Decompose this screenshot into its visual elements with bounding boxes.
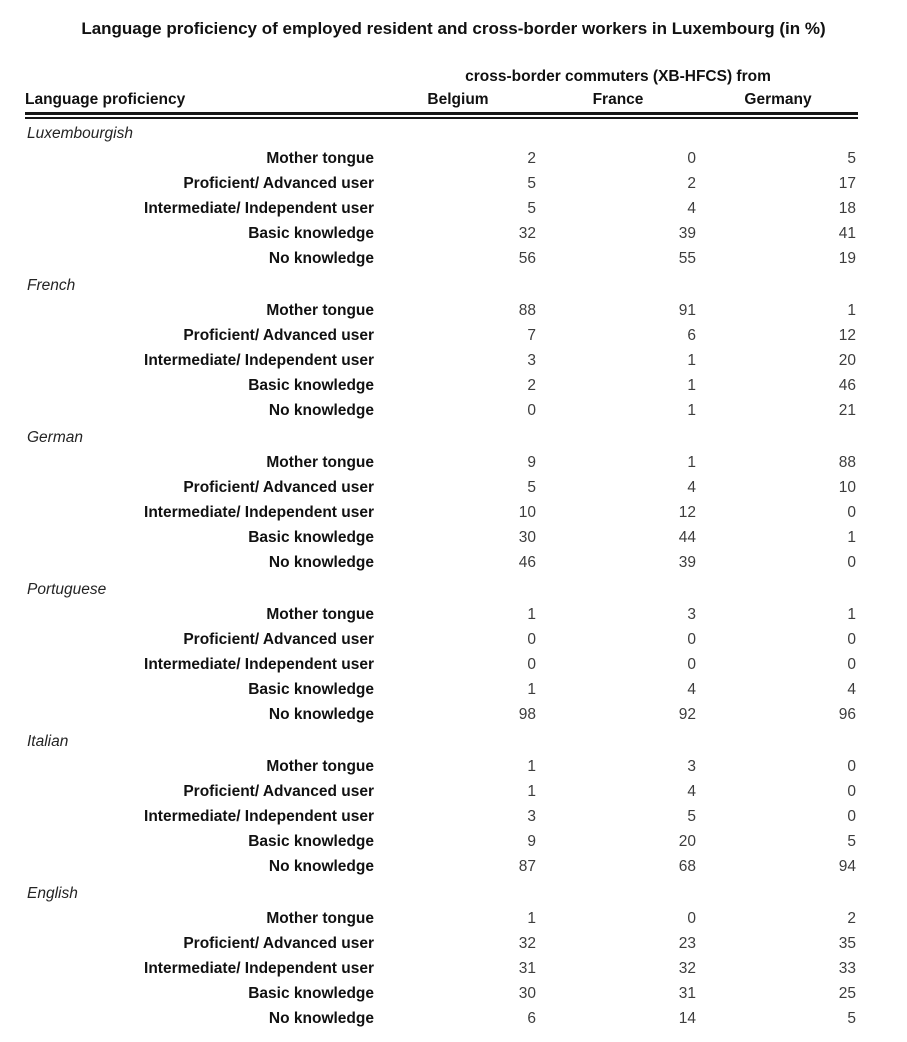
value-cell: 91 [678, 301, 696, 319]
column-header-germany: Germany [744, 91, 812, 108]
value-cell: 0 [527, 401, 536, 419]
proficiency-level-label: Basic knowledge [248, 528, 374, 546]
value-cell: 1 [527, 782, 536, 800]
proficiency-level-label: No knowledge [268, 1009, 374, 1027]
proficiency-level-label: Basic knowledge [248, 224, 374, 242]
proficiency-level-label: Mother tongue [266, 909, 374, 927]
value-cell: 23 [678, 934, 696, 952]
table-row [25, 373, 858, 398]
value-cell: 39 [678, 224, 696, 242]
value-cell: 32 [518, 224, 536, 242]
proficiency-level-label: Intermediate/ Independent user [144, 503, 374, 521]
value-cell: 68 [678, 857, 696, 875]
value-cell: 46 [838, 376, 856, 394]
value-cell: 4 [687, 782, 696, 800]
value-cell: 2 [847, 909, 856, 927]
value-cell: 10 [838, 478, 856, 496]
value-cell: 12 [678, 503, 696, 521]
proficiency-table [25, 66, 858, 1031]
column-header-france: France [592, 91, 644, 108]
value-cell: 55 [678, 249, 696, 267]
proficiency-level-label: Proficient/ Advanced user [183, 174, 374, 192]
value-cell: 4 [687, 478, 696, 496]
language-row [25, 729, 858, 754]
language-row [25, 881, 858, 906]
value-cell: 1 [687, 401, 696, 419]
proficiency-level-label: Proficient/ Advanced user [183, 934, 374, 952]
value-cell: 56 [518, 249, 536, 267]
table-row [25, 398, 858, 423]
proficiency-level-label: Intermediate/ Independent user [144, 959, 374, 977]
table-row [25, 702, 858, 727]
proficiency-level-label: Mother tongue [266, 453, 374, 471]
value-cell: 3 [687, 605, 696, 623]
value-cell: 92 [678, 705, 696, 723]
table-row [25, 450, 858, 475]
table-row [25, 854, 858, 879]
proficiency-level-label: Proficient/ Advanced user [183, 630, 374, 648]
value-cell: 46 [518, 553, 536, 571]
value-cell: 5 [527, 478, 536, 496]
table-row [25, 956, 858, 981]
value-cell: 1 [527, 605, 536, 623]
value-cell: 98 [518, 705, 536, 723]
proficiency-level-label: Mother tongue [266, 301, 374, 319]
value-cell: 5 [687, 807, 696, 825]
value-cell: 0 [687, 630, 696, 648]
value-cell: 5 [847, 832, 856, 850]
value-cell: 1 [847, 301, 856, 319]
table-row [25, 146, 858, 171]
value-cell: 31 [678, 984, 696, 1002]
value-cell: 0 [687, 149, 696, 167]
value-cell: 1 [687, 351, 696, 369]
table-row [25, 525, 858, 550]
value-cell: 1 [527, 680, 536, 698]
value-cell: 4 [687, 199, 696, 217]
proficiency-level-label: Proficient/ Advanced user [183, 478, 374, 496]
value-cell: 41 [838, 224, 856, 242]
proficiency-level-label: Basic knowledge [248, 680, 374, 698]
language-label: Portuguese [27, 580, 107, 598]
table-row [25, 323, 858, 348]
table-row [25, 754, 858, 779]
value-cell: 44 [678, 528, 696, 546]
value-cell: 32 [518, 934, 536, 952]
value-cell: 30 [518, 984, 536, 1002]
proficiency-level-label: No knowledge [268, 705, 374, 723]
language-label: Italian [27, 732, 69, 750]
value-cell: 0 [847, 655, 856, 673]
group-header: cross-border commuters (XB-HFCS) from [465, 68, 771, 85]
value-cell: 19 [838, 249, 856, 267]
table-row [25, 246, 858, 271]
value-cell: 0 [687, 655, 696, 673]
value-cell: 0 [847, 782, 856, 800]
value-cell: 4 [847, 680, 856, 698]
proficiency-level-label: Basic knowledge [248, 376, 374, 394]
proficiency-level-label: Intermediate/ Independent user [144, 351, 374, 369]
table-row [25, 779, 858, 804]
table-row [25, 906, 858, 931]
value-cell: 3 [687, 757, 696, 775]
proficiency-level-label: Mother tongue [266, 605, 374, 623]
language-row [25, 577, 858, 602]
value-cell: 17 [838, 174, 856, 192]
value-cell: 20 [678, 832, 696, 850]
value-cell: 18 [838, 199, 856, 217]
proficiency-level-label: Intermediate/ Independent user [144, 807, 374, 825]
value-cell: 20 [838, 351, 856, 369]
value-cell: 21 [838, 401, 856, 419]
language-row [25, 425, 858, 450]
group-header-row [25, 66, 858, 88]
value-cell: 1 [847, 605, 856, 623]
value-cell: 6 [687, 326, 696, 344]
value-cell: 31 [518, 959, 536, 977]
table-row [25, 221, 858, 246]
column-header-row [25, 88, 858, 112]
value-cell: 88 [518, 301, 536, 319]
table-row [25, 550, 858, 575]
value-cell: 4 [687, 680, 696, 698]
value-cell: 2 [527, 376, 536, 394]
value-cell: 30 [518, 528, 536, 546]
proficiency-level-label: Mother tongue [266, 149, 374, 167]
value-cell: 5 [527, 174, 536, 192]
proficiency-level-label: Basic knowledge [248, 984, 374, 1002]
value-cell: 0 [847, 807, 856, 825]
proficiency-level-label: No knowledge [268, 553, 374, 571]
table-row [25, 829, 858, 854]
value-cell: 10 [518, 503, 536, 521]
value-cell: 9 [527, 453, 536, 471]
table-row [25, 500, 858, 525]
value-cell: 0 [847, 553, 856, 571]
language-label: German [27, 428, 83, 446]
value-cell: 5 [847, 1009, 856, 1027]
value-cell: 2 [687, 174, 696, 192]
language-row [25, 121, 858, 146]
value-cell: 1 [687, 376, 696, 394]
value-cell: 39 [678, 553, 696, 571]
table-title: Language proficiency of employed resident and cross-border workers in Luxembourg (in %) [81, 19, 826, 38]
value-cell: 96 [838, 705, 856, 723]
value-cell: 0 [847, 757, 856, 775]
value-cell: 1 [687, 453, 696, 471]
table-row [25, 1006, 858, 1031]
value-cell: 33 [838, 959, 856, 977]
table-row [25, 627, 858, 652]
proficiency-level-label: Basic knowledge [248, 832, 374, 850]
proficiency-level-label: Mother tongue [266, 757, 374, 775]
row-header-label: Language proficiency [25, 91, 186, 108]
value-cell: 3 [527, 351, 536, 369]
value-cell: 0 [847, 503, 856, 521]
value-cell: 1 [527, 757, 536, 775]
column-header-belgium: Belgium [427, 91, 489, 108]
value-cell: 1 [847, 528, 856, 546]
table-body [25, 121, 858, 1031]
table-row [25, 475, 858, 500]
page [0, 18, 907, 1031]
value-cell: 5 [527, 199, 536, 217]
value-cell: 25 [838, 984, 856, 1002]
value-cell: 35 [838, 934, 856, 952]
proficiency-level-label: No knowledge [268, 401, 374, 419]
language-row [25, 273, 858, 298]
value-cell: 0 [847, 630, 856, 648]
value-cell: 5 [847, 149, 856, 167]
value-cell: 3 [527, 807, 536, 825]
table-row [25, 298, 858, 323]
table-row [25, 196, 858, 221]
proficiency-level-label: No knowledge [268, 249, 374, 267]
language-label: Luxembourgish [27, 124, 133, 142]
proficiency-level-label: Intermediate/ Independent user [144, 655, 374, 673]
proficiency-level-label: No knowledge [268, 857, 374, 875]
header-divider [25, 112, 858, 119]
value-cell: 94 [838, 857, 856, 875]
table-row [25, 931, 858, 956]
value-cell: 7 [527, 326, 536, 344]
table-row [25, 677, 858, 702]
proficiency-level-label: Intermediate/ Independent user [144, 199, 374, 217]
value-cell: 32 [678, 959, 696, 977]
value-cell: 1 [527, 909, 536, 927]
language-label: French [27, 276, 76, 294]
value-cell: 2 [527, 149, 536, 167]
table-row [25, 171, 858, 196]
value-cell: 6 [527, 1009, 536, 1027]
value-cell: 0 [527, 655, 536, 673]
proficiency-level-label: Proficient/ Advanced user [183, 326, 374, 344]
table-row [25, 804, 858, 829]
table-row [25, 602, 858, 627]
table-row [25, 652, 858, 677]
value-cell: 88 [838, 453, 856, 471]
table-row [25, 981, 858, 1006]
value-cell: 87 [518, 857, 536, 875]
language-label: English [27, 884, 78, 902]
value-cell: 0 [527, 630, 536, 648]
value-cell: 0 [687, 909, 696, 927]
table-row [25, 348, 858, 373]
value-cell: 9 [527, 832, 536, 850]
proficiency-level-label: Proficient/ Advanced user [183, 782, 374, 800]
value-cell: 12 [838, 326, 856, 344]
value-cell: 14 [678, 1009, 696, 1027]
